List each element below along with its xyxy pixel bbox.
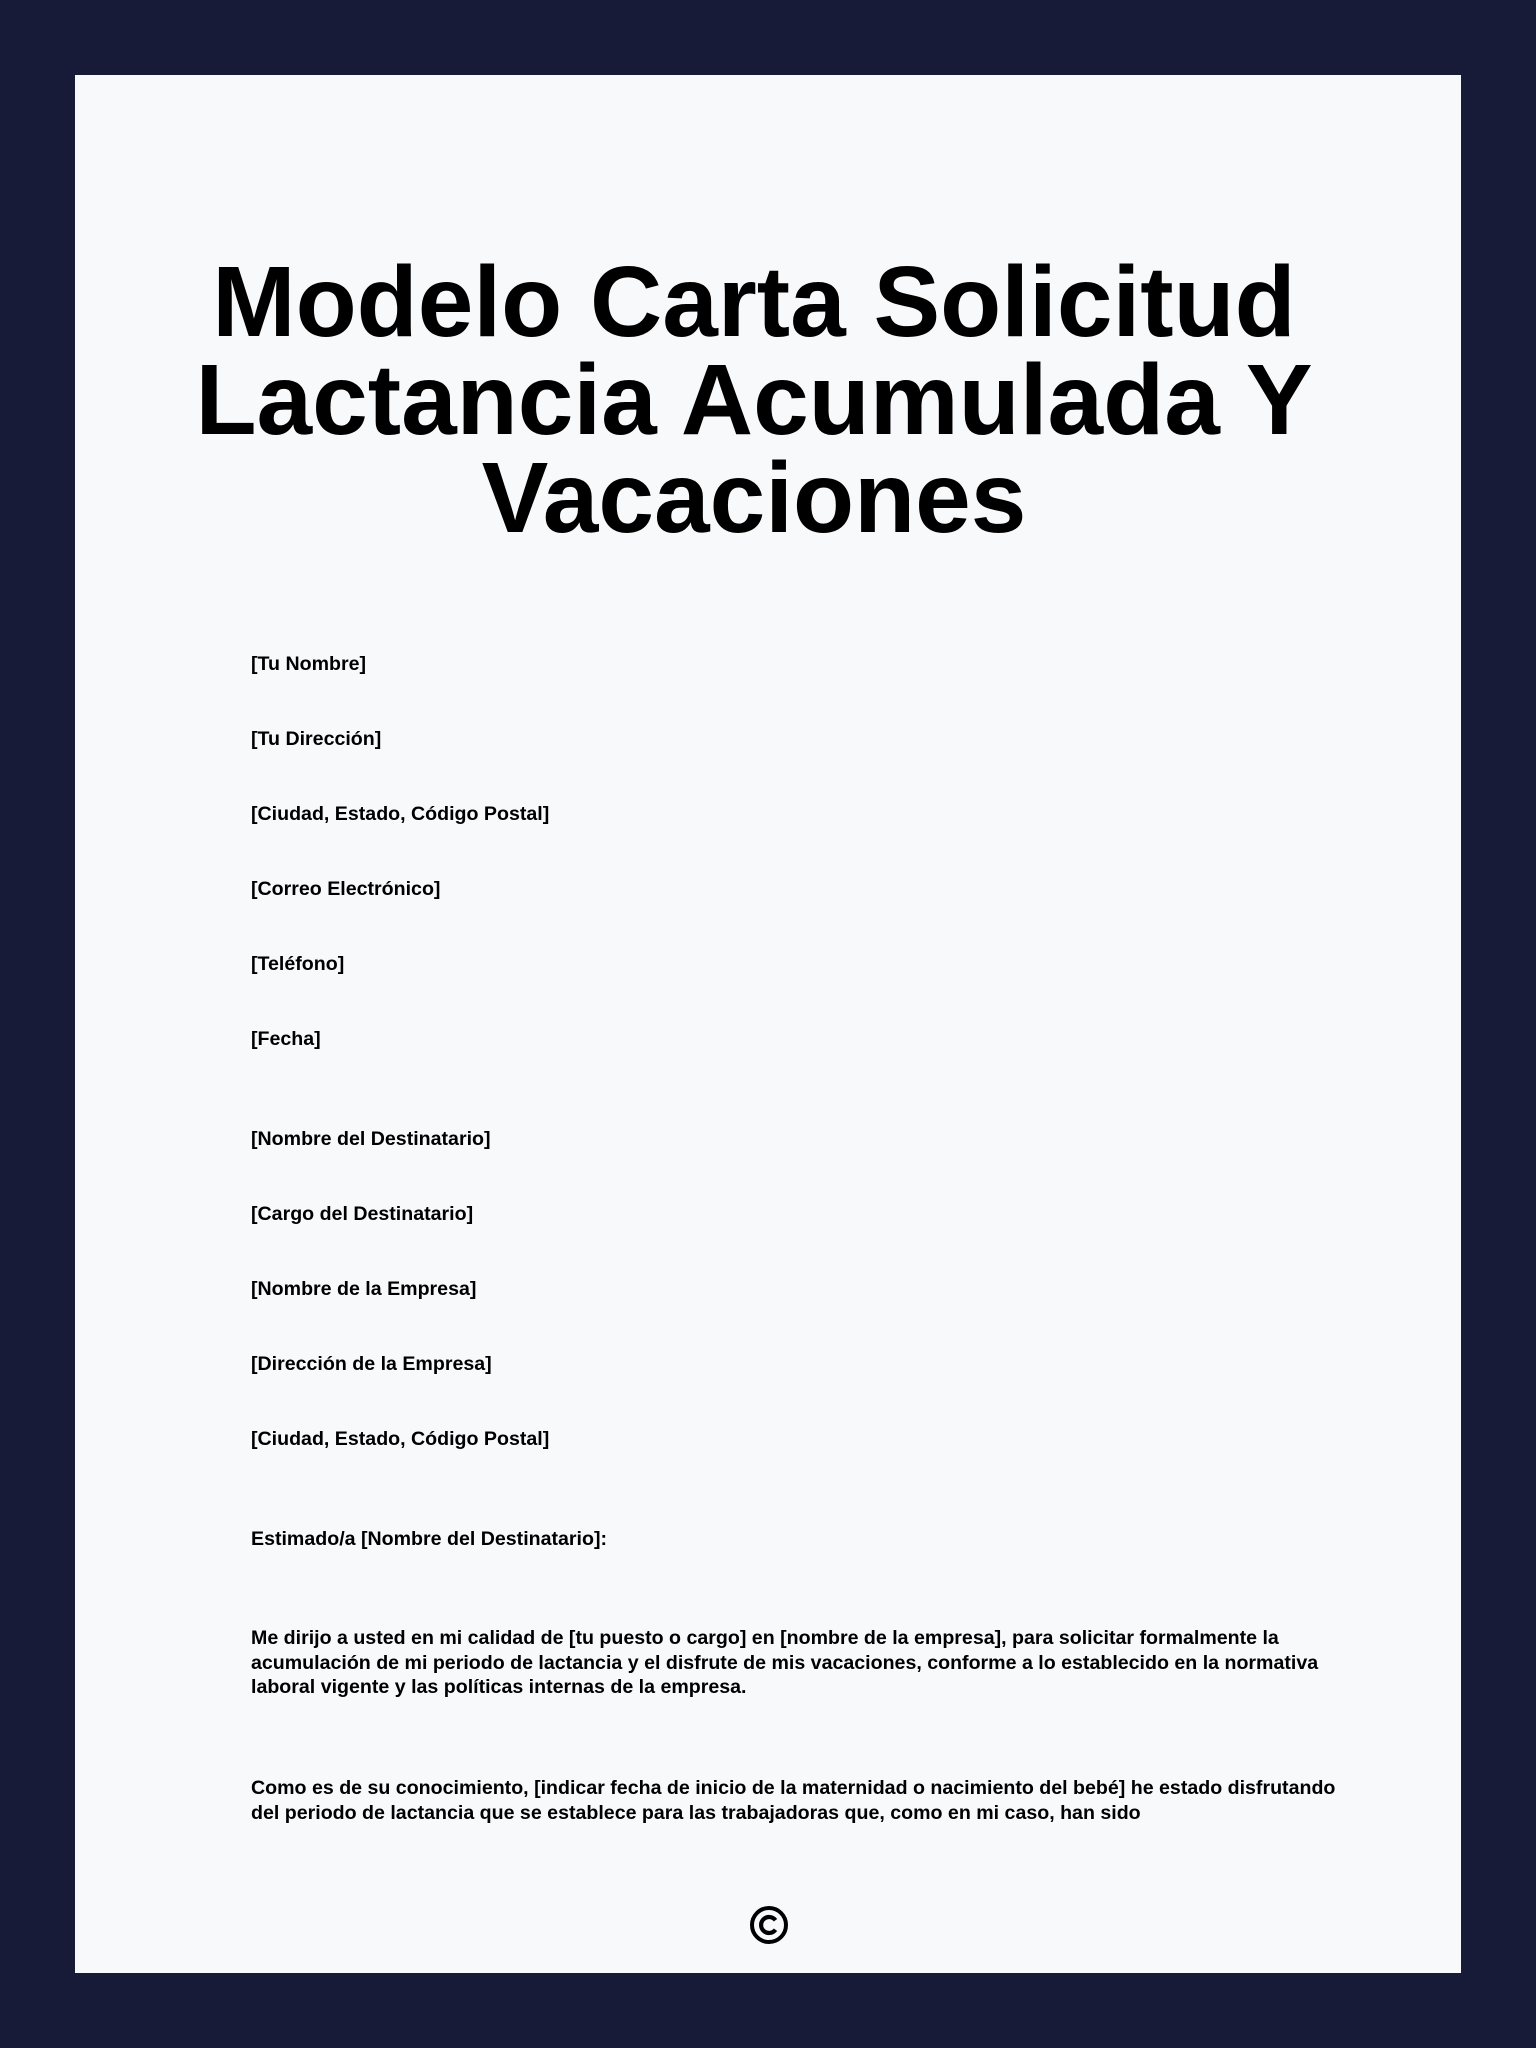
copyright-icon <box>747 1903 791 1947</box>
recipient-company-address: [Dirección de la Empresa] <box>251 1353 492 1375</box>
sender-city: [Ciudad, Estado, Código Postal] <box>251 803 550 825</box>
document-page <box>75 75 1461 1973</box>
sender-name: [Tu Nombre] <box>251 653 367 675</box>
recipient-name: [Nombre del Destinatario] <box>251 1128 491 1150</box>
recipient-city: [Ciudad, Estado, Código Postal] <box>251 1428 550 1450</box>
sender-date: [Fecha] <box>251 1028 321 1050</box>
recipient-company: [Nombre de la Empresa] <box>251 1278 477 1300</box>
document-title: Modelo Carta Solicitud Lactancia Acumulada Y Vacaciones <box>195 246 1313 554</box>
paragraph-1: Me dirijo a usted en mi calidad de [tu puesto o cargo] en [nombre de la empresa], para solicitar formalmente la acumulación de mi periodo de lactancia y el disfrute de mis vacaciones, conforme a lo establecido en la normativa laboral vigente y las políticas internas de la empresa. <box>251 1627 1319 1698</box>
recipient-position: [Cargo del Destinatario] <box>251 1203 474 1225</box>
sender-email: [Correo Electrónico] <box>251 878 441 900</box>
paragraph-2: Como es de su conocimiento, [indicar fecha de inicio de la maternidad o nacimiento del bebé] he estado disfrutando del periodo de lactancia que se establece para las trabajadoras que, como en mi caso, han sido <box>251 1777 1336 1824</box>
sender-address: [Tu Dirección] <box>251 728 382 750</box>
sender-phone: [Teléfono] <box>251 953 345 975</box>
salutation: Estimado/a [Nombre del Destinatario]: <box>251 1528 608 1550</box>
